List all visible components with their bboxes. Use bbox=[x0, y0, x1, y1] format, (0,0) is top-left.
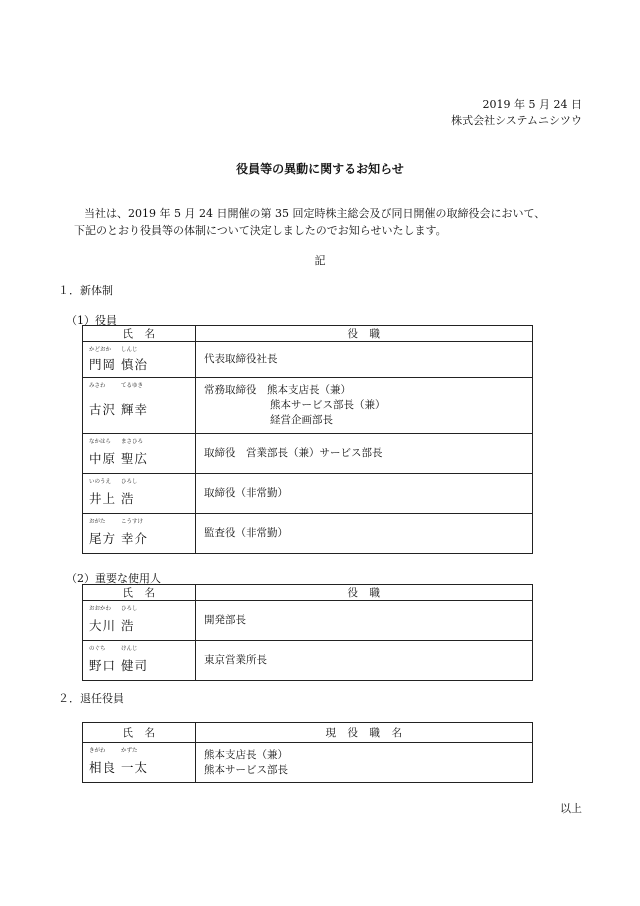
key-employees-table bbox=[82, 584, 533, 681]
column-header-name: 氏 名 bbox=[83, 585, 196, 601]
role-cell bbox=[196, 601, 533, 641]
subsection-heading-key-employees: （2）重要な使用人 bbox=[66, 572, 161, 585]
body-line-1: 当社は、2019 年 5 月 24 日開催の第 35 回定時株主総会及び同日開催の取締役会において、 bbox=[84, 207, 546, 220]
furigana-surname: きがわ bbox=[89, 748, 106, 754]
surname: 古沢 bbox=[89, 402, 117, 417]
company-name: 株式会社システムニシツウ bbox=[451, 114, 582, 127]
surname: 尾方 bbox=[89, 531, 117, 546]
furigana-given: てるゆき bbox=[121, 383, 144, 389]
furigana-given: ひろし bbox=[121, 479, 138, 485]
furigana-given: こうすけ bbox=[121, 519, 144, 525]
role-line: 取締役（非常勤） bbox=[204, 487, 288, 499]
table-row bbox=[83, 743, 533, 783]
employee-name-cell bbox=[83, 641, 196, 681]
role-line: 熊本支店長（兼） bbox=[204, 748, 288, 761]
column-header-current-role: 現 役 職 名 bbox=[196, 723, 533, 743]
column-header-role: 役 職 bbox=[196, 326, 533, 342]
given-name: 一太 bbox=[121, 760, 149, 775]
table-header-row bbox=[83, 585, 533, 601]
furigana-surname: なかはら bbox=[89, 439, 112, 445]
ki-marker: 記 bbox=[314, 254, 326, 267]
retiree-name-cell bbox=[83, 743, 196, 783]
officer-name-cell bbox=[83, 514, 196, 554]
table-row bbox=[83, 514, 533, 554]
furigana-surname: おがた bbox=[89, 519, 106, 525]
surname: 門岡 bbox=[89, 357, 117, 372]
officer-name-cell bbox=[83, 342, 196, 378]
furigana-surname: おおかわ bbox=[89, 606, 112, 612]
given-name: 浩 bbox=[121, 618, 135, 633]
role-cell bbox=[196, 743, 533, 783]
furigana-given: かずた bbox=[121, 748, 138, 754]
role-line: 代表取締役社長 bbox=[204, 353, 278, 365]
given-name: 慎治 bbox=[121, 357, 149, 372]
retiring-officers-table bbox=[82, 722, 533, 783]
role-cell bbox=[196, 434, 533, 474]
column-header-name: 氏 名 bbox=[83, 326, 196, 342]
body-line-2: 下記のとおり役員等の体制について決定しましたのでお知らせいたします。 bbox=[74, 224, 447, 237]
role-line: 熊本サービス部長（兼） bbox=[270, 399, 386, 411]
furigana-surname: かどおか bbox=[89, 347, 112, 353]
employee-name-cell bbox=[83, 601, 196, 641]
officer-name-cell bbox=[83, 434, 196, 474]
table-row bbox=[83, 342, 533, 378]
furigana-given: まさひろ bbox=[121, 439, 144, 445]
role-cell bbox=[196, 514, 533, 554]
column-header-role: 役 職 bbox=[196, 585, 533, 601]
table-header-row bbox=[83, 723, 533, 743]
role-line: 東京営業所長 bbox=[204, 654, 267, 666]
role-cell bbox=[196, 641, 533, 681]
furigana-given: しんじ bbox=[121, 347, 138, 353]
table-header-row bbox=[83, 326, 533, 342]
surname: 相良 bbox=[89, 760, 117, 775]
furigana-surname: いのうえ bbox=[89, 479, 112, 485]
furigana-given: ひろし bbox=[121, 606, 138, 612]
table-row bbox=[83, 378, 533, 434]
role-line: 開発部長 bbox=[204, 614, 246, 626]
table-row bbox=[83, 601, 533, 641]
role-cell bbox=[196, 342, 533, 378]
given-name: 輝幸 bbox=[121, 402, 149, 417]
given-name: 健司 bbox=[121, 658, 149, 673]
furigana-surname: のぐち bbox=[89, 646, 106, 652]
subsection-heading-officers: （1）役員 bbox=[66, 314, 117, 327]
role-line: 常務取締役 熊本支店長（兼） bbox=[204, 384, 351, 396]
table-row bbox=[83, 474, 533, 514]
column-header-name: 氏 名 bbox=[83, 723, 196, 743]
given-name: 聖広 bbox=[121, 451, 149, 466]
section-heading-new-structure: １．新体制 bbox=[58, 284, 113, 297]
furigana-surname: みさわ bbox=[89, 383, 106, 389]
role-line: 熊本サービス部長 bbox=[204, 763, 288, 776]
officers-table bbox=[82, 325, 533, 554]
surname: 井上 bbox=[89, 491, 117, 506]
given-name: 浩 bbox=[121, 491, 135, 506]
closing-ijo: 以上 bbox=[560, 802, 582, 815]
given-name: 幸介 bbox=[121, 531, 149, 546]
officer-name-cell bbox=[83, 474, 196, 514]
role-line: 監査役（非常勤） bbox=[204, 527, 288, 539]
role-line: 経営企画部長 bbox=[270, 414, 333, 426]
surname: 野口 bbox=[89, 658, 117, 673]
officer-name-cell bbox=[83, 378, 196, 434]
role-cell bbox=[196, 474, 533, 514]
role-cell bbox=[196, 378, 533, 434]
section-heading-retiring-officers: ２．退任役員 bbox=[58, 692, 124, 705]
document-title: 役員等の異動に関するお知らせ bbox=[236, 162, 404, 176]
furigana-given: けんじ bbox=[121, 646, 138, 652]
surname: 中原 bbox=[89, 451, 117, 466]
document-date: 2019 年 5 月 24 日 bbox=[482, 98, 582, 111]
role-line: 取締役 営業部長（兼）サービス部長 bbox=[204, 447, 383, 459]
table-row bbox=[83, 434, 533, 474]
surname: 大川 bbox=[89, 618, 117, 633]
table-row bbox=[83, 641, 533, 681]
